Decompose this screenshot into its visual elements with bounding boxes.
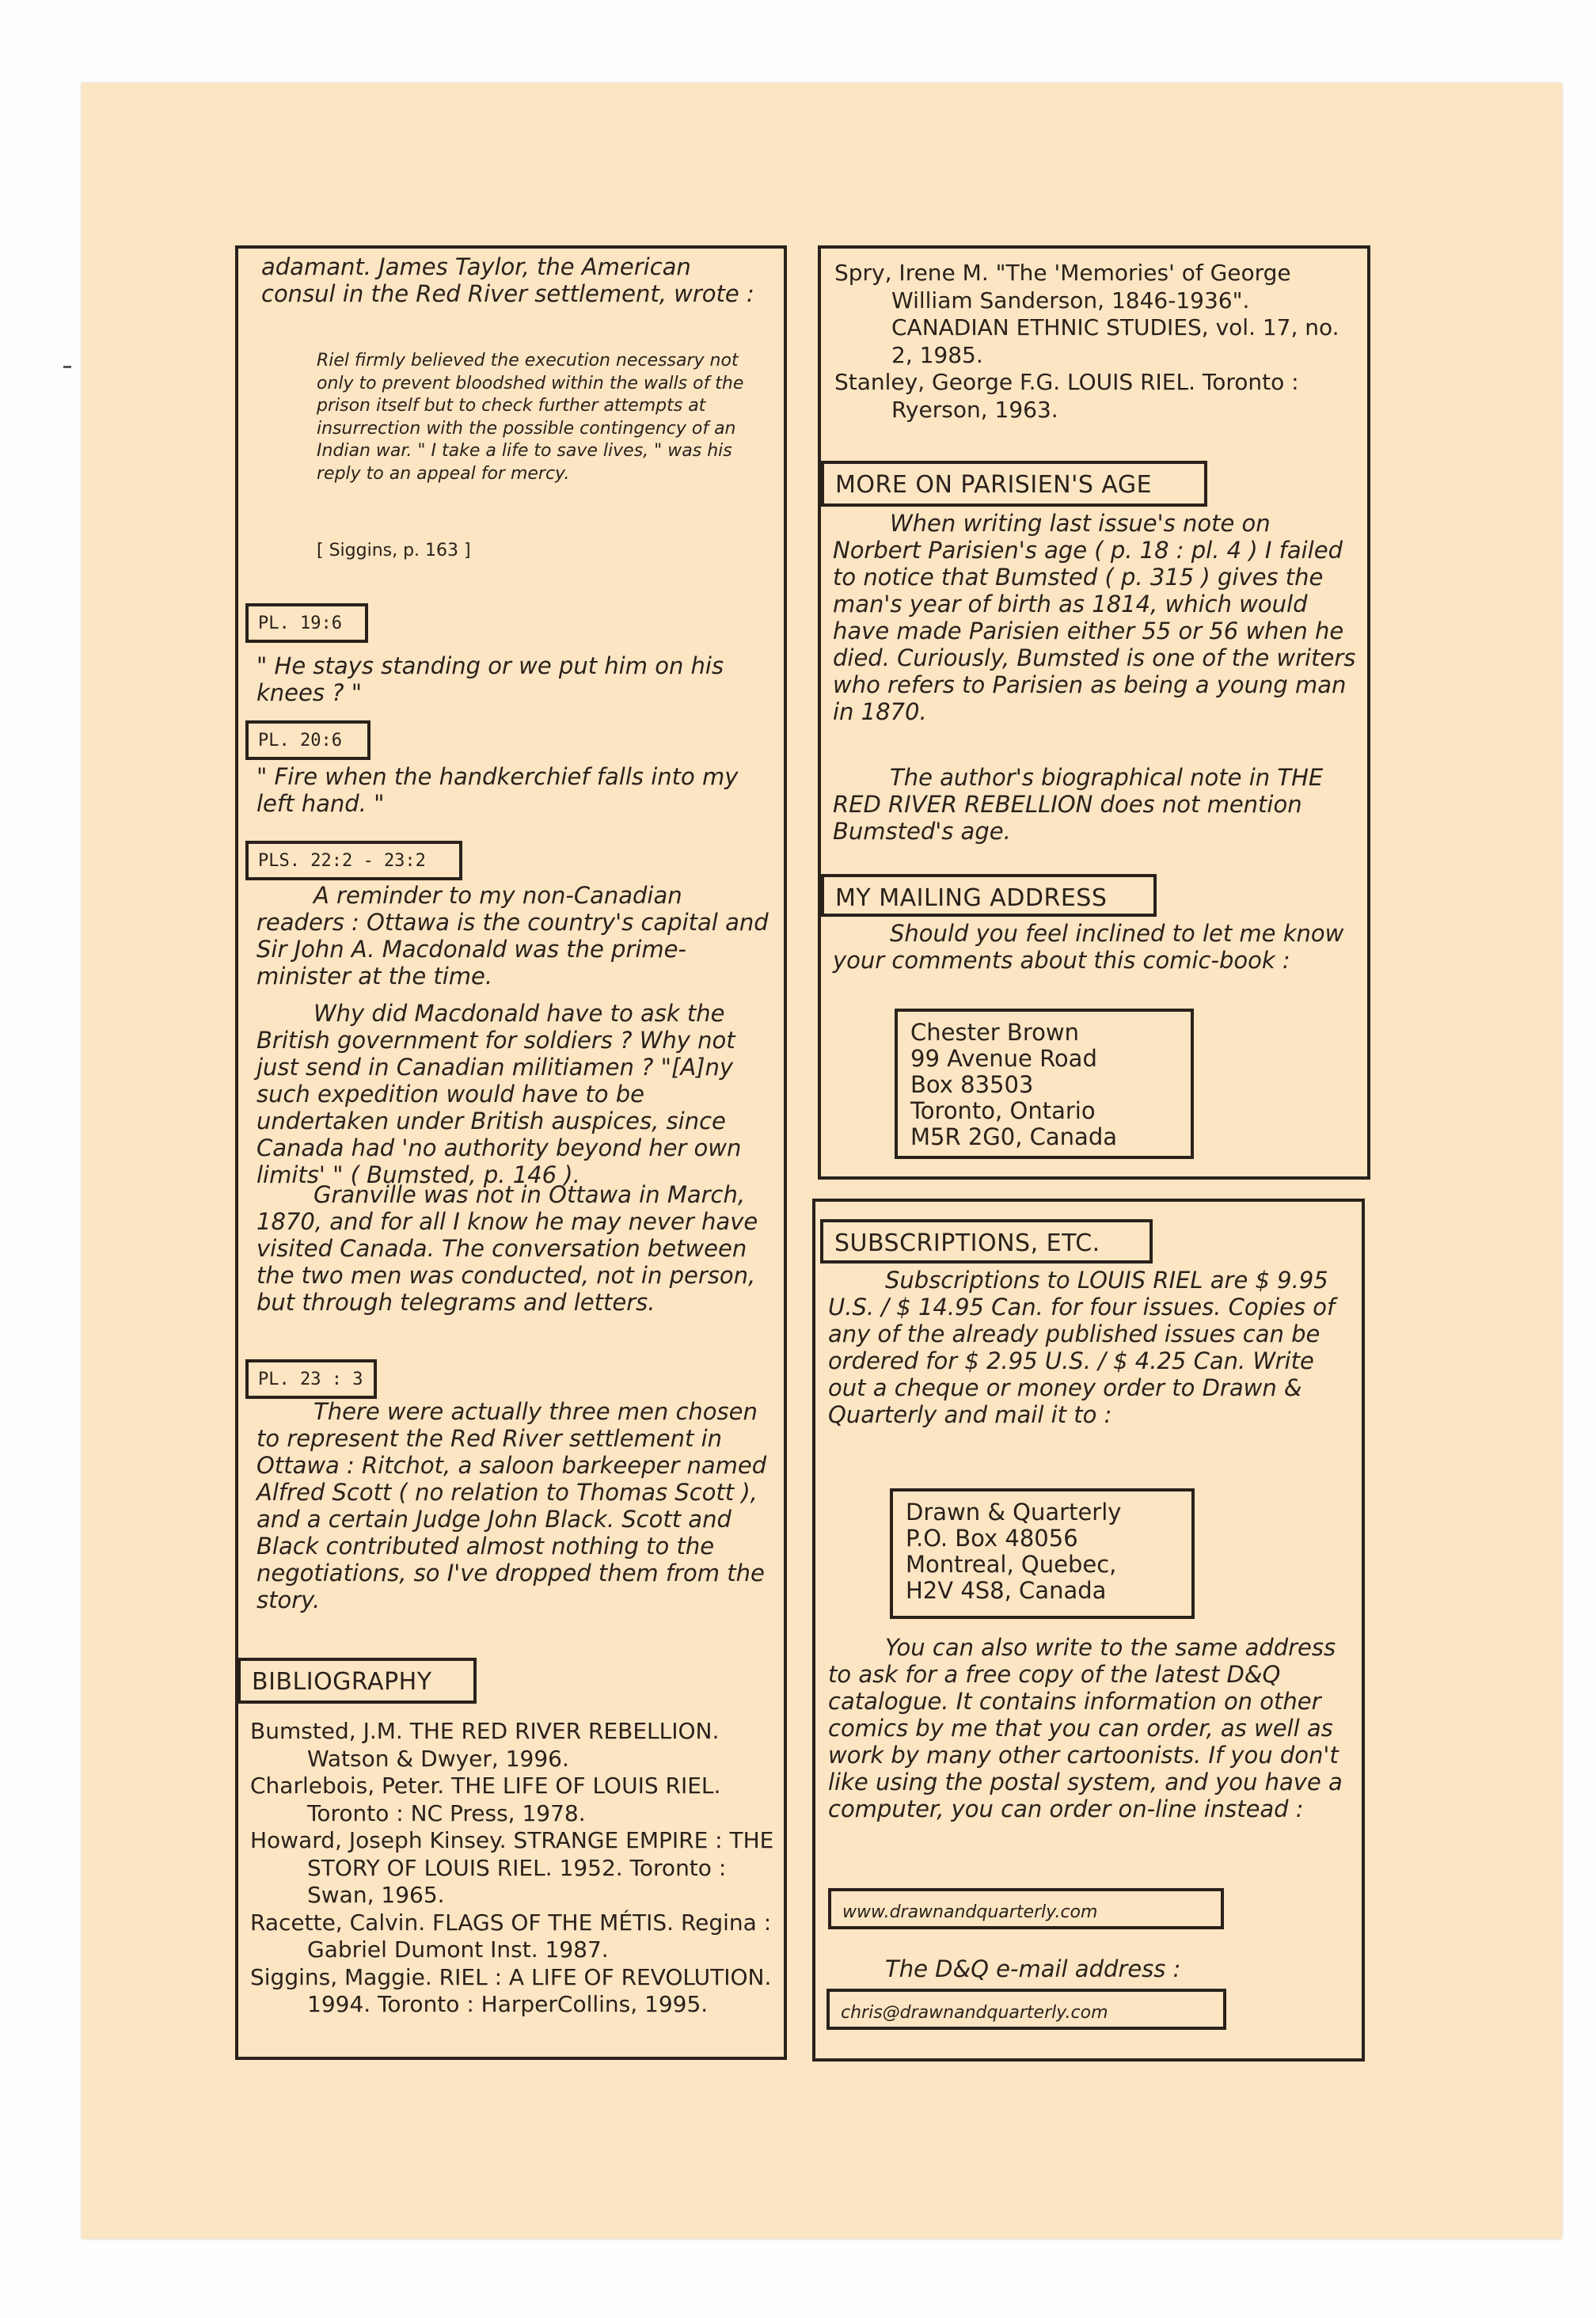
bibliography-heading: BIBLIOGRAPHY <box>238 1658 477 1704</box>
scan-mark <box>63 366 71 368</box>
drawn-quarterly-address: Drawn & Quarterly P.O. Box 48056 Montreal, Quebec, H2V 4S8, Canada <box>890 1488 1195 1619</box>
bibliography-list <box>250 1718 782 2019</box>
bib-entry: Racette, Calvin. FLAGS OF THE MÉTIS. Regina : Gabriel Dumont Inst. 1987. <box>250 1909 772 1963</box>
mailing-address-text: Should you feel inclined to let me know your comments about this comic-book : <box>833 920 1344 974</box>
bib-entry: Charlebois, Peter. THE LIFE OF LOUIS RIEL. Toronto : NC Press, 1978. <box>250 1773 721 1826</box>
bib-entry: Stanley, George F.G. LOUIS RIEL. Toronto : Ryerson, 1963. <box>834 369 1299 423</box>
mailing-address-heading: MY MAILING ADDRESS <box>821 874 1157 917</box>
bib-entry: Spry, Irene M. "The 'Memories' of George William Sanderson, 1846-1936". CANADIAN ETHNIC STUDIES, vol. 17, no. 2, 1985. <box>834 260 1340 368</box>
bib-entry: Howard, Joseph Kinsey. STRANGE EMPIRE : THE STORY OF LOUIS RIEL. 1952. Toronto : Swan, 1965. <box>250 1827 774 1908</box>
intro-text: adamant. James Taylor, the American consul in the Red River settlement, wrote : <box>261 253 754 307</box>
website-link[interactable]: www.drawnandquarterly.com <box>828 1888 1224 1929</box>
riel-quote: Riel firmly believed the execution necessary not only to prevent bloodshed within the walls of the prison itself but to check further attempts at insurrection with the possible contingency of an Indian war. " I take a life to save lives, " was his reply to an appeal for mercy. <box>317 351 744 484</box>
chester-brown-address: Chester Brown 99 Avenue Road Box 83503 Toronto, Ontario M5R 2G0, Canada <box>895 1009 1194 1159</box>
plate-tag-19-6: PL. 19:6 <box>245 603 368 643</box>
note-19-6: " He stays standing or we put him on his knees ? " <box>256 652 724 706</box>
parisien-age-heading: MORE ON PARISIEN'S AGE <box>821 461 1207 507</box>
bib-entry: Siggins, Maggie. RIEL : A LIFE OF REVOLUTION. 1994. Toronto : HarperCollins, 1995. <box>250 1963 772 2017</box>
bib-entry: Bumsted, J.M. THE RED RIVER REBELLION. Watson & Dwyer, 1996. <box>250 1718 720 1772</box>
author-note-text: The author's biographical note in THE RED RIVER REBELLION does not mention Bumsted's age. <box>833 764 1324 845</box>
plate-tag-23-3: PL. 23 : 3 <box>245 1359 377 1399</box>
note-ottawa-reminder: A reminder to my non-Canadian readers : Ottawa is the country's capital and Sir John A. Macdonald was the prime-minister at the time. <box>256 882 769 990</box>
parisien-age-text: When writing last issue's note on Norbert Parisien's age ( p. 18 : pl. 4 ) I failed to notice that Bumsted ( p. 315 ) gives the man's year of birth as 1814, which would have made Parisien either 55 or 56 when he died. Curiously, Bumsted is one of the writers who refers to Parisien as being a young man in 1870. <box>833 510 1356 725</box>
email-link[interactable]: chris@drawnandquarterly.com <box>826 1989 1226 2030</box>
quote-citation: [ Siggins, p. 163 ] <box>317 541 471 560</box>
email-label: The D&Q e-mail address : <box>885 1955 1181 1982</box>
plate-tag-22-23: PLS. 22:2 - 23:2 <box>245 841 462 880</box>
note-three-men: There were actually three men chosen to represent the Red River settlement in Ottawa : Ritchot, a saloon barkeeper named Alfred Scott ( no relation to Thomas Scott ), and a certain Judge John Black. Scott and Black contributed almost nothing to the negotiations, so I've dropped them from the story. <box>256 1398 767 1613</box>
note-20-6: " Fire when the handkerchief falls into my left hand. " <box>256 763 739 817</box>
catalogue-text: You can also write to the same address to ask for a free copy of the latest D&Q catalogue. It contains information on other comics by me that you can order, as well as work by many other cartoonists. If you don't like using the postal system, and you have a computer, you can order on-line instead : <box>828 1634 1343 1822</box>
subscriptions-text: Subscriptions to LOUIS RIEL are $ 9.95 U.S. / $ 14.95 Can. for four issues. Copies of any of the already published issues can be ordered for $ 2.95 U.S. / $ 4.25 Can. Write out a cheque or money order to Drawn & Quarterly and mail it to : <box>828 1267 1336 1428</box>
note-granville: Granville was not in Ottawa in March, 1870, and for all I know he may never have visited Canada. The conversation between the two men was conducted, not in person, but through telegrams and letters. <box>256 1181 758 1316</box>
plate-tag-20-6: PL. 20:6 <box>245 720 370 760</box>
subscriptions-heading: SUBSCRIPTIONS, ETC. <box>820 1219 1153 1264</box>
bibliography-continued <box>834 260 1357 424</box>
note-british-soldiers: Why did Macdonald have to ask the British government for soldiers ? Why not just send in Canadian militiamen ? "[A]ny such expedition would have to be undertaken under British auspices, since Canada had 'no authority beyond her own limits' " ( Bumsted, p. 146 ). <box>256 1000 742 1188</box>
